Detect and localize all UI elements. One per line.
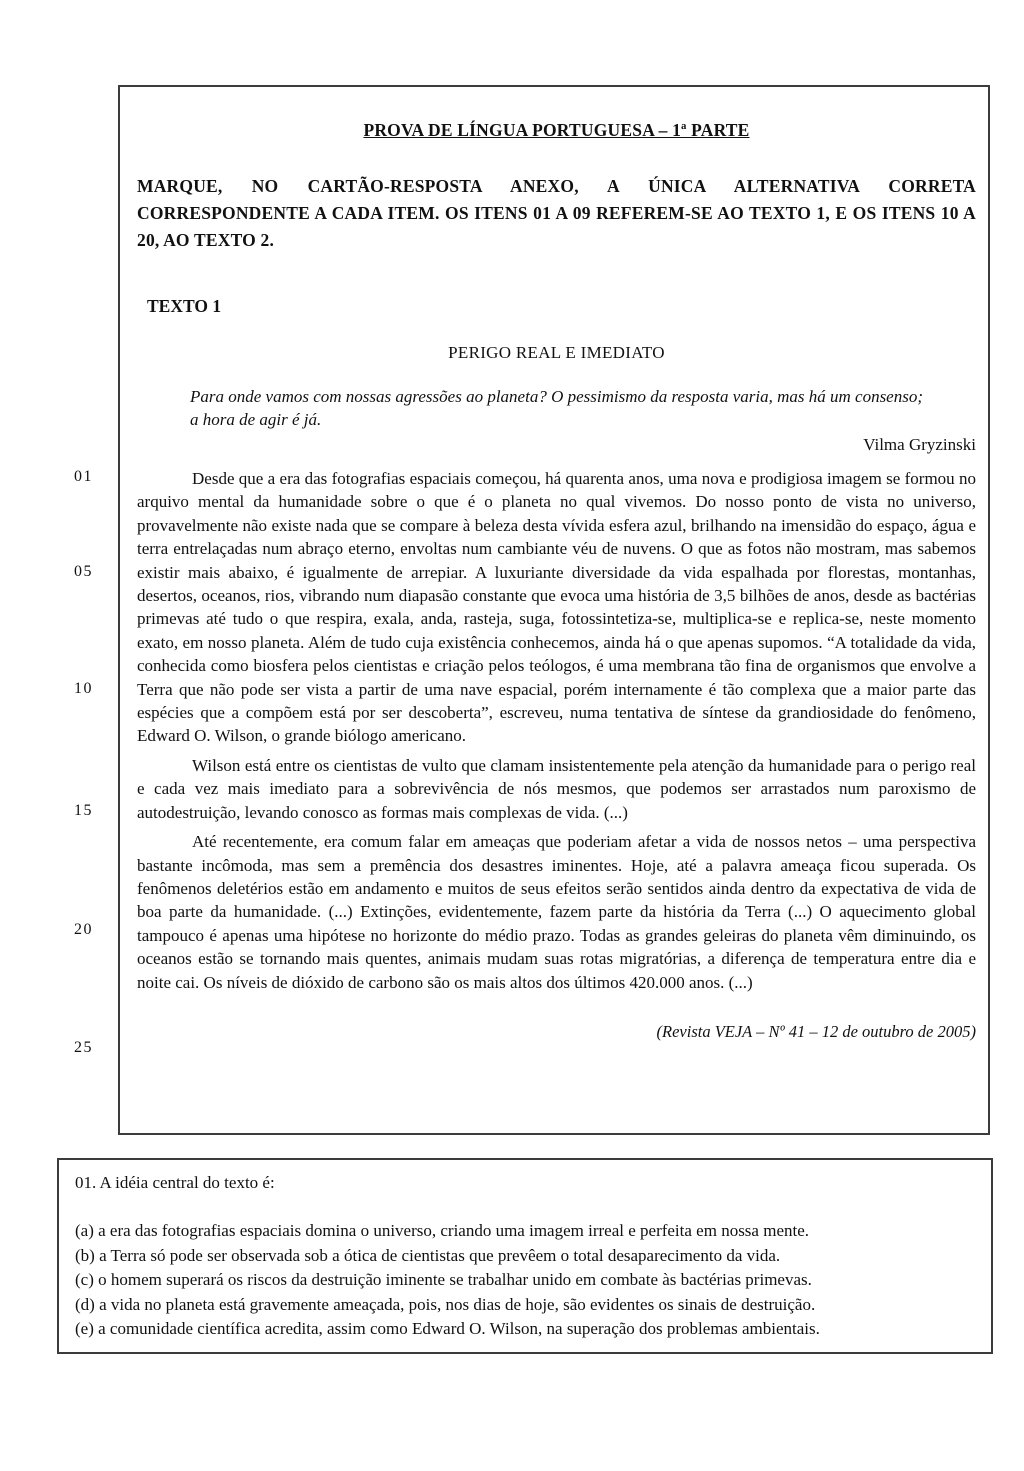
question-01-stem: 01. A idéia central do texto é: (75, 1173, 275, 1192)
question-01-option-c: (c) o homem superará os riscos da destruição iminente se trabalhar unido em combate às bactérias primevas. (75, 1270, 812, 1290)
question-01-options (75, 1219, 975, 1342)
text1-paragraph: Até recentemente, era comum falar em ameaças que poderiam afetar a vida de nossos netos – uma perspectiva bastante incômoda, mas sem a premência dos desastres iminentes. Hoje, até a palavra ameaça ficou superada. Os fenômenos deletérios estão em andamento e muitos de seus efeitos serão sentidos ainda dentro da expectativa de vida de boa parte da humanidade. (...) Extinções, evidentemente, fazem parte da história da Terra (...) O aquecimento global tampouco é apenas uma hipótese no horizonte do médio prazo. Todas as grandes geleiras do planeta vêm diminuindo, os oceanos estão se tornando mais quentes, animais mudam suas rotas migratórias, a diferença de temperatura entre dia e noite cai. Os níveis de dióxido de carbono são os mais altos dos últimos 420.000 anos. (...) (137, 832, 976, 992)
text1-body (137, 467, 976, 994)
question-01-option-e: (e) a comunidade científica acredita, assim como Edward O. Wilson, na superação dos problemas ambientais. (75, 1319, 820, 1339)
exam-instructions: MARQUE, NO CARTÃO-RESPOSTA ANEXO, A ÚNICA ALTERNATIVA CORRETA CORRESPONDENTE A CADA ITEM. OS ITENS 01 A 09 REFEREM-SE AO TEXTO 1, E OS ITENS 10 A 20, AO TEXTO 2. (137, 176, 976, 250)
text1-label: TEXTO 1 (147, 296, 222, 316)
line-number: 20 (74, 921, 93, 938)
question-01-panel (57, 1158, 993, 1354)
text1-paragraph: Wilson está entre os cientistas de vulto que clamam insistentemente pela atenção da humanidade para o perigo real e cada vez mais imediato para a sobrevivência de nós mesmos, que podemos ser arrastados num paroxismo de autodestruição, levando conosco as formas mais complexas de vida. (...) (137, 755, 976, 822)
text1-title: PERIGO REAL E IMEDIATO (448, 343, 665, 362)
text1-paragraph: Desde que a era das fotografias espaciais começou, há quarenta anos, uma nova e prodigiosa imagem se formou no arquivo mental da humanidade sobre o que é o planeta no qual vivemos. Do nosso ponto de vista no universo, provavelmente não existe nada que se compare à beleza desta vívida esfera azul, brilhando na imensidão do espaço, água e terra entrelaçadas num abraço eterno, envoltas num cambiante véu de nuvens. O que as fotos não mostram, mas sabemos existir mais abaixo, é igualmente de arrepiar. A luxuriante diversidade da vida espalhada por florestas, montanhas, desertos, oceanos, rios, vibrando num diapasão constante que evoca uma história de 3,5 bilhões de anos, desde as bactérias primevas até tudo o que respira, exala, anda, rasteja, suga, fotossintetiza-se, multiplica-se e replica-se, neste momento exato, em nosso planeta. Além de tudo cuja existência conhecemos, ainda há o que apenas supomos. “A totalidade da vida, conhecida como biosfera pelos cientistas e criação pelos teólogos, é uma membrana tão fina de organismos que envolve a Terra que não pode ser vista a partir de uma nave espacial, porém internamente é tão complexa que a maior parte das espécies que a compõem está por ser descoberta”, escreveu, numa tentativa de síntese da grandiosidade do fenômeno, Edward O. Wilson, o grande biólogo americano. (137, 469, 976, 746)
line-number: 25 (74, 1039, 93, 1056)
exam-title: PROVA DE LÍNGUA PORTUGUESA – 1ª PARTE (363, 120, 750, 140)
text1-source: (Revista VEJA – Nº 41 – 12 de outubro de 2005) (656, 1021, 976, 1041)
line-number: 05 (74, 563, 93, 580)
line-number: 10 (74, 680, 93, 697)
question-01-option-b: (b) a Terra só pode ser observada sob a ótica de cientistas que prevêem o total desaparecimento da vida. (75, 1245, 781, 1265)
question-01-option-a: (a) a era das fotografias espaciais domina o universo, criando uma imagem irreal e perfeita em nossa mente. (75, 1221, 810, 1240)
text1-author: Vilma Gryzinski (863, 435, 976, 454)
line-number: 15 (74, 802, 93, 819)
text1-lead: Para onde vamos com nossas agressões ao planeta? O pessimismo da resposta varia, mas há um consenso; a hora de agir é já. (190, 387, 924, 429)
text1-panel (118, 85, 990, 1135)
question-01-option-d: (d) a vida no planeta está gravemente ameaçada, pois, nos dias de hoje, são evidentes os sinais de destruição. (75, 1294, 816, 1314)
line-number: 01 (74, 468, 93, 485)
